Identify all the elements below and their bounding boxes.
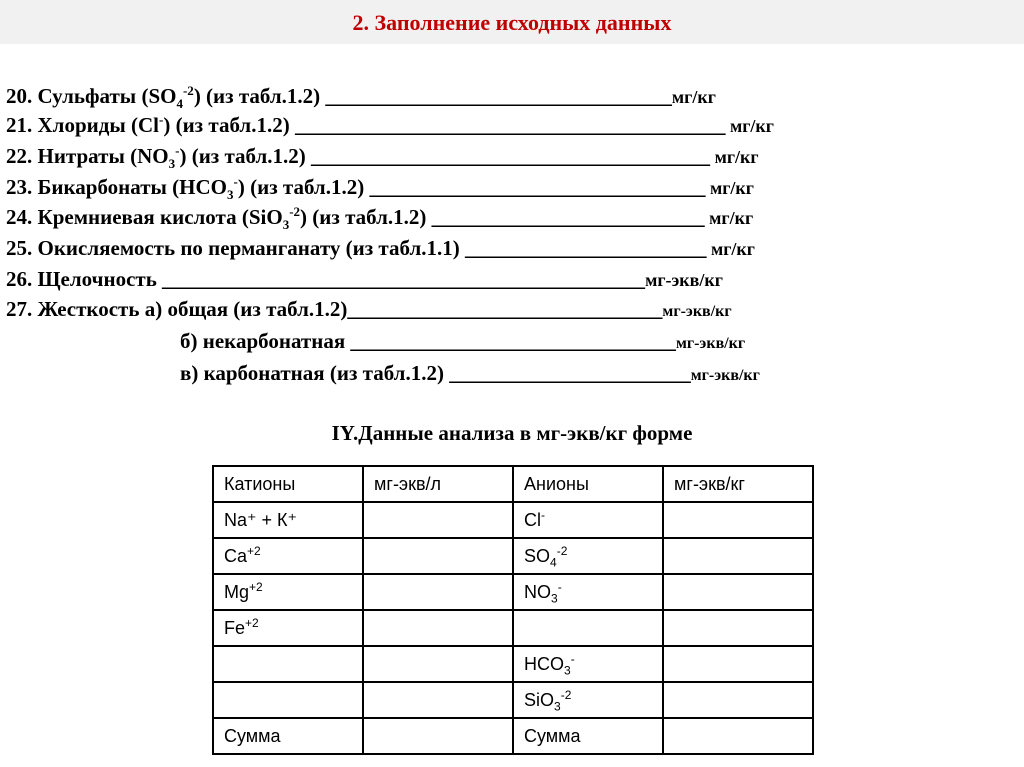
field-hardness-noncarbonate: б) некарбонатная _______________________________мг-экв/кг (180, 329, 746, 353)
field-hardness-carbonate: в) карбонатная (из табл.1.2) _______________________мг-экв/кг (180, 361, 760, 385)
anion-cell: $HCO_3^-$ (513, 646, 663, 682)
field-nitrates: 22. Нитраты $(NO_3^-)$ (из табл.1.2) ______________________________________ мг/кг (6, 143, 759, 172)
header-cations: Катионы (213, 466, 363, 502)
cation-value-cell[interactable] (363, 574, 513, 610)
field-hardness-total: 27. Жесткость а) общая (из табл.1.2)______________________________мг-экв/кг (6, 297, 732, 321)
cation-value-cell[interactable] (363, 538, 513, 574)
anion-sum-cell: Сумма (513, 718, 663, 754)
header-anion-units: мг-экв/кг (663, 466, 813, 502)
analysis-table (212, 465, 814, 755)
cation-value-cell[interactable] (363, 718, 513, 754)
table-row (213, 538, 813, 574)
anion-cell (513, 610, 663, 646)
table-row (213, 718, 813, 754)
cation-value-cell[interactable] (363, 610, 513, 646)
cation-cell: $Mg^{+2}$ (213, 574, 363, 610)
field-alkalinity: 26. Щелочность ______________________________________________мг-экв/кг (6, 267, 723, 291)
anion-value-cell[interactable] (663, 538, 813, 574)
cation-cell (213, 646, 363, 682)
cation-cell: $Ca^{+2}$ (213, 538, 363, 574)
cation-cell (213, 682, 363, 718)
field-chlorides: 21. Хлориды (Cl-) (из табл.1.2) _________________________________________ мг/кг (6, 112, 774, 137)
anion-value-cell[interactable] (663, 718, 813, 754)
header-anions: Анионы (513, 466, 663, 502)
cation-cell: Na⁺ + К⁺ (213, 502, 363, 538)
section-title: IY.Данные анализа в мг-экв/кг форме (331, 421, 693, 445)
cation-cell: $Fe^{+2}$ (213, 610, 363, 646)
header-cation-units: мг-экв/л (363, 466, 513, 502)
anion-value-cell[interactable] (663, 610, 813, 646)
cation-value-cell[interactable] (363, 646, 513, 682)
table-row (213, 610, 813, 646)
anion-value-cell[interactable] (663, 502, 813, 538)
cation-sum-cell: Сумма (213, 718, 363, 754)
field-sulfates: 20. Сульфаты $(SO_4^{-2})$ (из табл.1.2) _________________________________мг/кг (6, 83, 716, 112)
page-title: 2. Заполнение исходных данных (352, 10, 672, 35)
table-header-row (213, 466, 813, 502)
table-row (213, 502, 813, 538)
anion-value-cell[interactable] (663, 682, 813, 718)
anion-value-cell[interactable] (663, 646, 813, 682)
field-silicic-acid: 24. Кремниевая кислота (SiO$_3^{-2}$) (из табл.1.2) __________________________ мг/кг (6, 204, 754, 233)
field-permanganate: 25. Окисляемость по перманганату (из табл.1.1) _______________________ мг/кг (6, 236, 755, 260)
anion-cell: Cl- (513, 502, 663, 538)
field-bicarbonates: 23. Бикарбонаты $(HCO_3^-)$ (из табл.1.2) ________________________________ мг/кг (6, 174, 754, 203)
cation-value-cell[interactable] (363, 502, 513, 538)
table-row (213, 682, 813, 718)
anion-cell: SiO$_3^{-2}$ (513, 682, 663, 718)
table-row (213, 574, 813, 610)
anion-value-cell[interactable] (663, 574, 813, 610)
anion-cell: $SO_4^{-2}$ (513, 538, 663, 574)
anion-cell: $NO_3^-$ (513, 574, 663, 610)
cation-value-cell[interactable] (363, 682, 513, 718)
table-row (213, 646, 813, 682)
